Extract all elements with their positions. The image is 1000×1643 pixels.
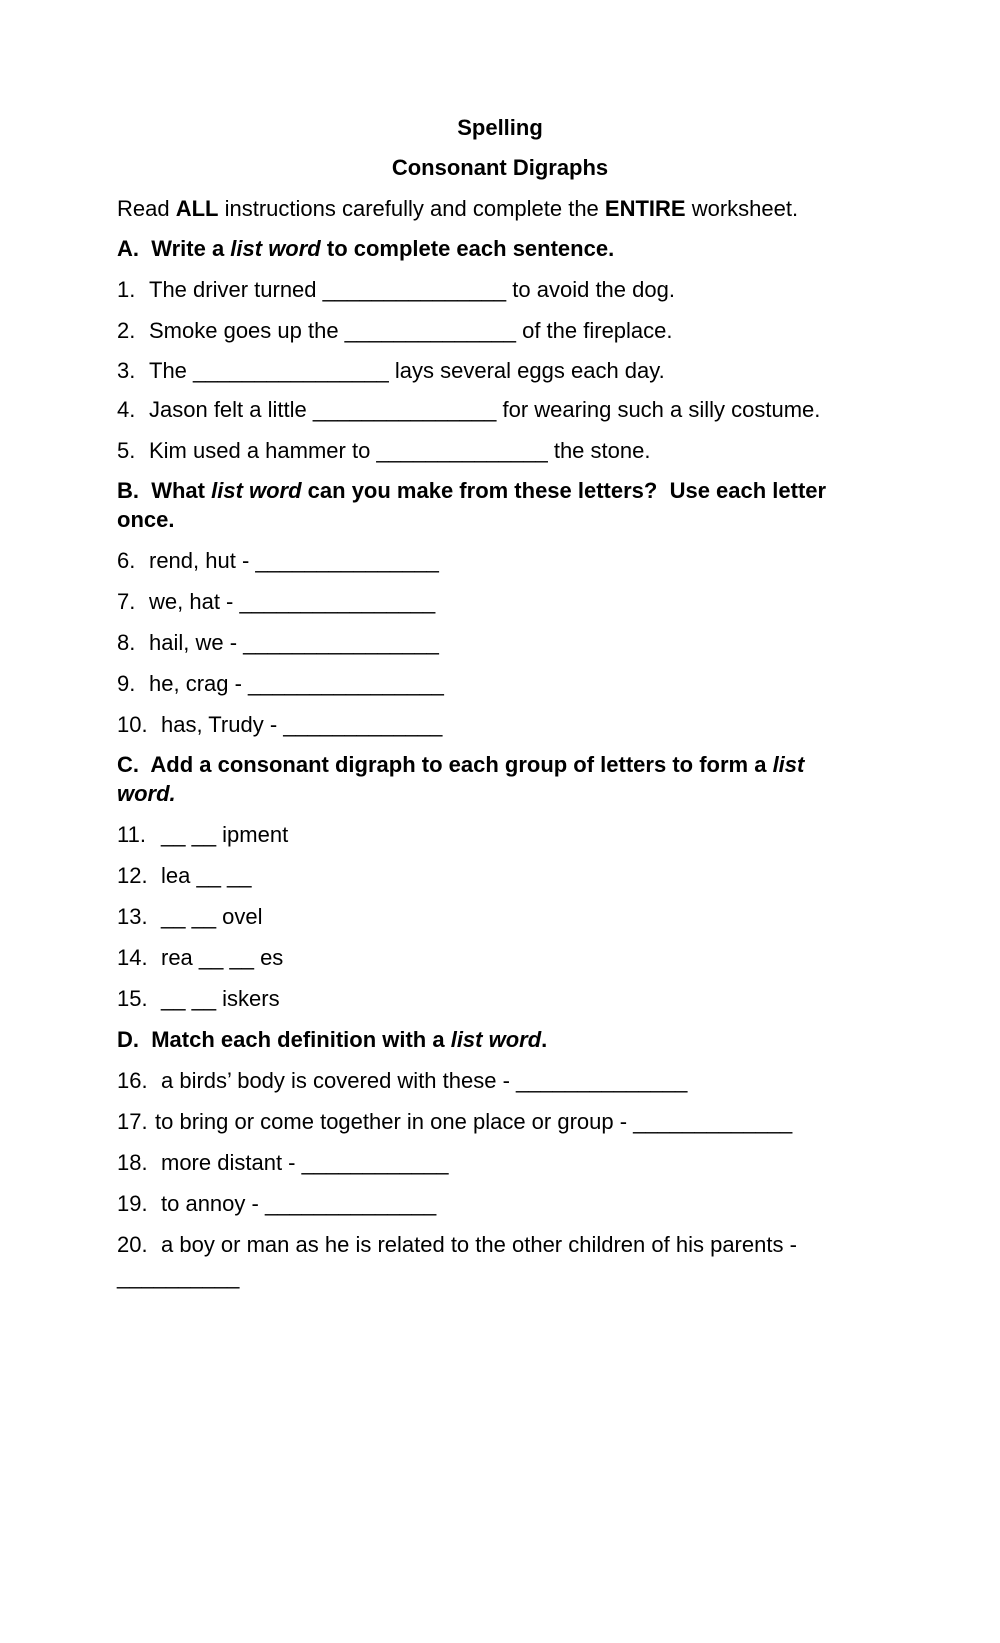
list-item — [117, 629, 439, 657]
section-c-list-word: list — [772, 752, 805, 777]
list-item — [117, 437, 650, 465]
list-item — [117, 1149, 448, 1177]
list-item — [117, 821, 288, 849]
list-item — [117, 276, 675, 304]
section-d-rest: . — [541, 1027, 548, 1052]
instructions-emphasis: ENTIRE — [604, 196, 686, 221]
item-number: 11. — [117, 822, 146, 847]
item-text: Kim used a hammer to ______________ the stone. — [149, 438, 651, 463]
item-number: 12. — [117, 863, 148, 888]
item-number: 20. — [117, 1232, 148, 1257]
item-text: The ________________ lays several eggs each day. — [149, 358, 665, 383]
list-item — [117, 396, 820, 424]
item-number: 14. — [117, 945, 148, 970]
answer-blank: __________ — [117, 1264, 240, 1289]
list-item — [117, 944, 283, 972]
section-b-heading — [117, 477, 826, 505]
list-item — [117, 1231, 797, 1259]
instructions-text: instructions carefully and complete the — [218, 196, 605, 221]
list-item — [117, 588, 435, 616]
item-number: 13. — [117, 904, 148, 929]
item-number: 15. — [117, 986, 148, 1011]
section-c-heading — [117, 751, 804, 779]
item-text: to annoy - ______________ — [161, 1191, 437, 1216]
section-d-list-word: list word — [450, 1027, 542, 1052]
item-number: 1. — [117, 277, 136, 302]
item-number: 8. — [117, 630, 136, 655]
list-item — [117, 1067, 687, 1095]
list-item — [117, 985, 280, 1013]
section-a-rest: to complete each sentence. — [320, 236, 615, 261]
instructions — [117, 195, 798, 223]
item-number: 16. — [117, 1068, 148, 1093]
item-number: 19. — [117, 1191, 148, 1216]
item-number: 7. — [117, 589, 136, 614]
section-b-heading-cont: once. — [117, 507, 175, 532]
item-text: he, crag - ________________ — [149, 671, 444, 696]
page-title: Spelling — [457, 115, 543, 140]
page-subtitle: Consonant Digraphs — [391, 155, 609, 180]
section-a-list-word: list word — [230, 236, 321, 261]
item-text: Jason felt a little _______________ for wearing such a silly costume. — [149, 397, 821, 422]
instructions-text: Read — [117, 196, 176, 221]
section-b-rest: can you make from these letters? Use each letter — [301, 478, 827, 503]
item-text: to bring or come together in one place or group - _____________ — [155, 1109, 793, 1134]
list-item — [117, 1190, 436, 1218]
section-a-heading — [117, 235, 614, 263]
item-text: __ __ ovel — [161, 904, 263, 929]
item-text: more distant - ____________ — [161, 1150, 449, 1175]
list-item — [117, 357, 665, 385]
item-text: Smoke goes up the ______________ of the fireplace. — [149, 318, 673, 343]
item-text: we, hat - ________________ — [149, 589, 436, 614]
item-number: 6. — [117, 548, 136, 573]
section-c-heading-cont: word. — [117, 781, 176, 806]
item-text: hail, we - ________________ — [149, 630, 439, 655]
item-text: a boy or man as he is related to the other children of his parents - — [161, 1232, 797, 1257]
list-item — [117, 1108, 792, 1136]
item-text: __ __ iskers — [161, 986, 280, 1011]
item-number: 2. — [117, 318, 136, 343]
item-text: has, Trudy - _____________ — [161, 712, 443, 737]
item-number: 5. — [117, 438, 136, 463]
section-d-label: D. Match each definition with a — [117, 1027, 451, 1052]
item-text: __ __ ipment — [161, 822, 289, 847]
section-d-heading — [117, 1026, 547, 1054]
section-c-label: C. Add a consonant digraph to each group of letters to form a — [117, 752, 773, 777]
item-text: The driver turned _______________ to avoid the dog. — [149, 277, 675, 302]
list-item — [117, 670, 444, 698]
list-item — [117, 547, 439, 575]
item-number: 9. — [117, 671, 136, 696]
list-item — [117, 711, 442, 739]
item-text: a birds’ body is covered with these - ______________ — [161, 1068, 688, 1093]
list-item — [117, 317, 673, 345]
item-text: rea __ __ es — [161, 945, 284, 970]
item-text: rend, hut - _______________ — [149, 548, 439, 573]
instructions-text: worksheet. — [685, 196, 799, 221]
section-b-label: B. What — [117, 478, 212, 503]
item-number: 10. — [117, 712, 148, 737]
list-item — [117, 862, 252, 890]
section-a-label: A. Write a — [117, 236, 231, 261]
item-number: 4. — [117, 397, 136, 422]
item-number: 3. — [117, 358, 136, 383]
section-b-list-word: list word — [211, 478, 302, 503]
item-number: 17. — [117, 1109, 148, 1134]
item-number: 18. — [117, 1150, 148, 1175]
list-item — [117, 903, 263, 931]
item-text: lea __ __ — [161, 863, 252, 888]
instructions-emphasis: ALL — [175, 196, 219, 221]
